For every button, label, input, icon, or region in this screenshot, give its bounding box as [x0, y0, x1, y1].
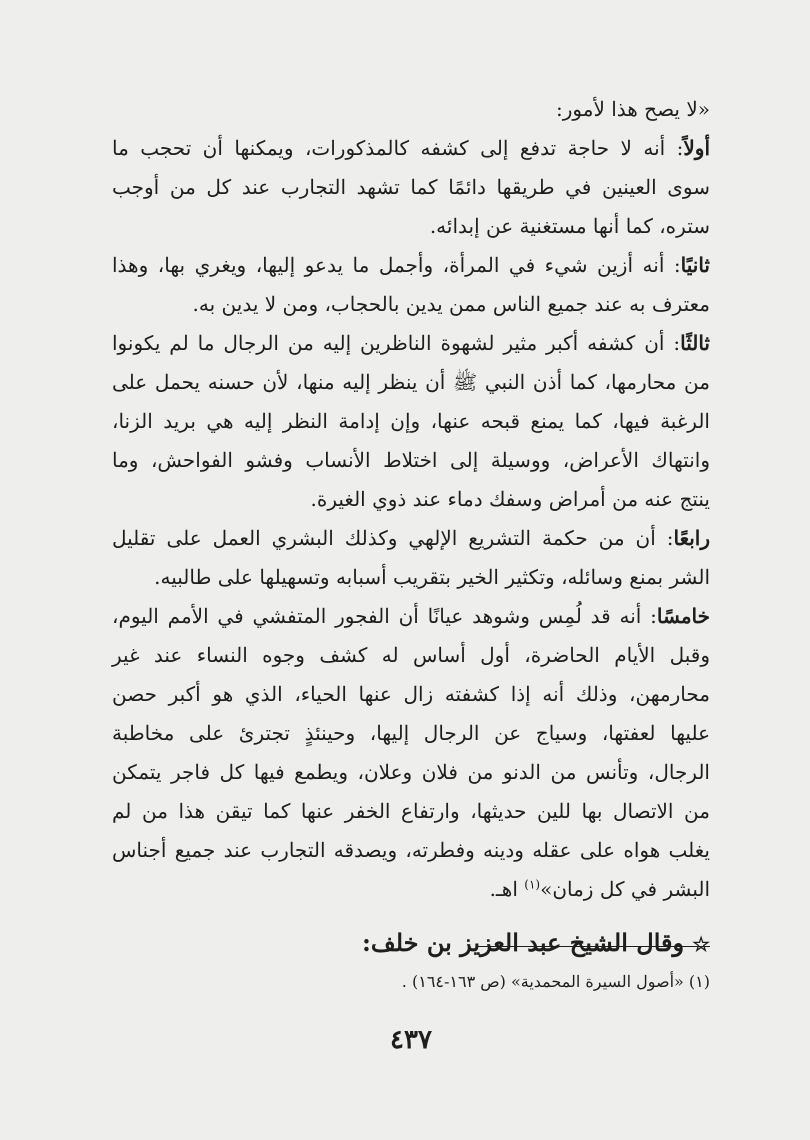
- text-line: الرجال، وتأنس من الدنو من فلان وعلان، ويطمع فيها كل فاجر يتمكن: [112, 760, 710, 784]
- paragraph-first-line: [112, 324, 710, 363]
- paragraph-first-line: [112, 519, 710, 558]
- text-line: : أنه قد لُمِس وشوهد عيانًا أن الفجور المتفشي في الأمم اليوم،: [112, 604, 657, 628]
- footnote: (١) «أصول السيرة المحمدية» (ص ١٦٣-١٦٤) .: [401, 972, 710, 991]
- paragraph-first-line: [112, 246, 710, 285]
- paragraph-term: رابعًا: [673, 526, 710, 550]
- text-line: ينتج عنه من أمراض وسفك دماء عند ذوي الغيرة.: [310, 487, 710, 511]
- text-line: وقبل الأيام الحاضرة، أول أساس له كشف وجوه النساء عند غير: [112, 643, 710, 667]
- body-text: [112, 90, 710, 909]
- text-line: : أنه أزين شيء في المرأة، وأجمل ما يدعو إليها، ويغري بها، وهذا: [112, 253, 681, 277]
- text-line: سوى العينين في طريقها دائمًا كما تشهد التجارب عند كل من أوجب: [112, 175, 710, 199]
- closing-abbreviation: اهـ.: [489, 877, 525, 901]
- footnote-reference[interactable]: (١): [524, 877, 541, 892]
- closing-line: [112, 870, 710, 909]
- text-line: الشر بمنع وسائله، وتكثير الخير بتقريب أسبابه وتسهيلها على طالبيه.: [154, 565, 710, 589]
- text-line: : أنه لا حاجة تدفع إلى كشفه كالمذكورات، ويمكنها أن تحجب ما: [112, 136, 684, 160]
- intro-line: «لا يصح هذا لأمور:: [556, 97, 710, 121]
- footnote-divider: [476, 946, 710, 947]
- paragraph-term: ثانيًا: [680, 253, 710, 277]
- text-line: الرغبة فيها، كما يمنع قبحه عنها، وإن إدامة النظر إليه هي بريد الزنا،: [112, 409, 710, 433]
- closing-quote-end: البشر في كل زمان»: [540, 877, 710, 901]
- paragraph-term: ثالثًا: [680, 331, 710, 355]
- text-line: : أن من حكمة التشريع الإلهي وكذلك البشري العمل على تقليل: [112, 526, 674, 550]
- star-icon: ☆: [692, 932, 710, 956]
- paragraph-term: أولاً: [683, 136, 710, 160]
- text-line: يغلب هواه على عقله ودينه وفطرته، ويصدقه التجارب عند جميع أجناس: [112, 838, 710, 862]
- page-number: ٤٣٧: [390, 1025, 432, 1055]
- text-line: وانتهاك الأعراض، ووسيلة إلى اختلاط الأنساب وفشو الفواحش، وما: [112, 448, 710, 472]
- text-line: من الاتصال بها للين حديثها، وارتفاع الخفر عنها كما تيقن هذا من لم: [112, 799, 710, 823]
- text-line: محارمهن، وذلك أنه إذا كشفته زال عنها الحياء، الذي هو أكبر حصن: [112, 682, 710, 706]
- paragraph-first-line: [112, 597, 710, 636]
- section-heading: [112, 923, 710, 964]
- text-line: : أن كشفه أكبر مثير لشهوة الناظرين إليه من الرجال ما لم يكونوا: [112, 331, 681, 355]
- paragraph-first-line: [112, 129, 710, 168]
- text-line: معترف به عند جميع الناس ممن يدين بالحجاب، ومن لا يدين به.: [192, 292, 710, 316]
- text-line: عليها لعفتها، وسياج عن الرجال إليها، وحينئذٍ تجترئ على مخاطبة: [112, 721, 710, 745]
- text-line: ستره، كما أنها مستغنية عن إبدائه.: [429, 214, 710, 238]
- book-page: [112, 90, 710, 1140]
- section-heading-text: وقال الشيخ عبد العزيز بن خلف:: [362, 928, 685, 957]
- text-line: من محارمها، كما أذن النبي ﷺ أن ينظر إليه منها، لأن حسنه يحمل على: [112, 370, 710, 394]
- paragraph-term: خامسًا: [656, 604, 710, 628]
